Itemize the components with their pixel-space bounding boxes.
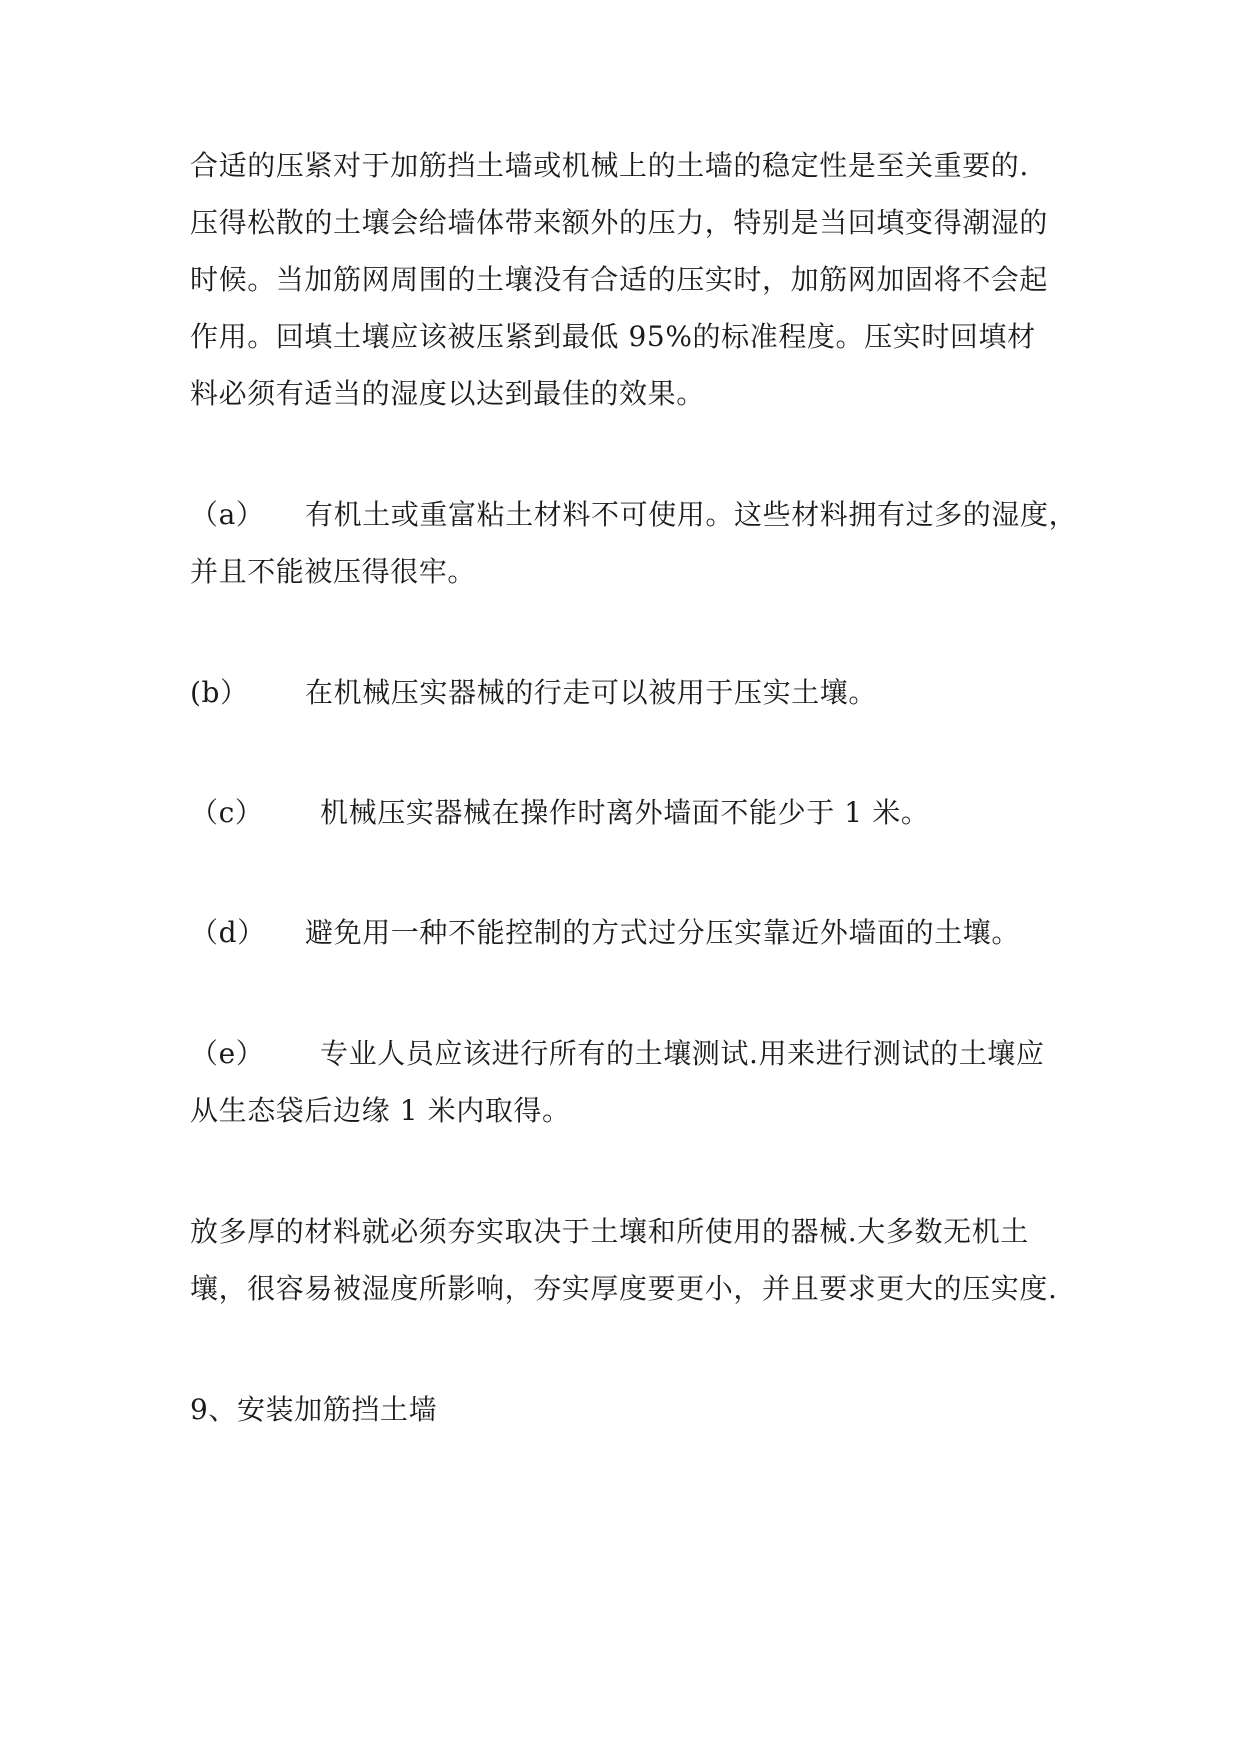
item-a-line-1: 有机土或重富粘土材料不可使用。这些材料拥有过多的湿度，: [305, 498, 1078, 531]
item-b-label: (b）: [190, 676, 249, 709]
paragraph1-line-3: 时候。当加筋网周围的土壤没有合适的压实时，加筋网加固将不会起: [190, 263, 1049, 296]
item-c-label: （c）: [190, 796, 264, 829]
item-c-line-1: 机械压实器械在操作时离外墙面不能少于 1 米。: [320, 796, 930, 829]
item-b-line-1: 在机械压实器械的行走可以被用于压实土壤。: [305, 676, 878, 709]
paragraph1-line-5: 料必须有适当的湿度以达到最佳的效果。: [190, 377, 705, 410]
paragraph1-line-1: 合适的压紧对于加筋挡土墙或机械上的土墙的稳定性是至关重要的.: [190, 149, 1029, 182]
paragraph2-line-1: 放多厚的材料就必须夯实取决于土壤和所使用的器械.大多数无机土: [190, 1215, 1029, 1248]
item-e-line-2: 从生态袋后边缘 1 米内取得。: [190, 1094, 571, 1127]
paragraph1-line-2: 压得松散的土壤会给墙体带来额外的压力，特别是当回填变得潮湿的: [190, 206, 1049, 239]
paragraph2-line-2: 壤，很容易被湿度所影响，夯实厚度要更小，并且要求更大的压实度.: [190, 1272, 1058, 1305]
item-a-line-2: 并且不能被压得很牢。: [190, 555, 477, 588]
item-e-line-1: 专业人员应该进行所有的土壤测试.用来进行测试的土壤应: [320, 1037, 1045, 1070]
item-d-line-1: 避免用一种不能控制的方式过分压实靠近外墙面的土壤。: [305, 916, 1021, 949]
section-heading: 9、安装加筋挡土墙: [190, 1393, 438, 1426]
item-a-label: （a）: [190, 498, 265, 531]
item-e-label: （e）: [190, 1037, 265, 1070]
paragraph1-line-4: 作用。回填土壤应该被压紧到最低 95%的标准程度。压实时回填材: [190, 320, 1036, 353]
item-d-label: （d）: [190, 916, 266, 949]
